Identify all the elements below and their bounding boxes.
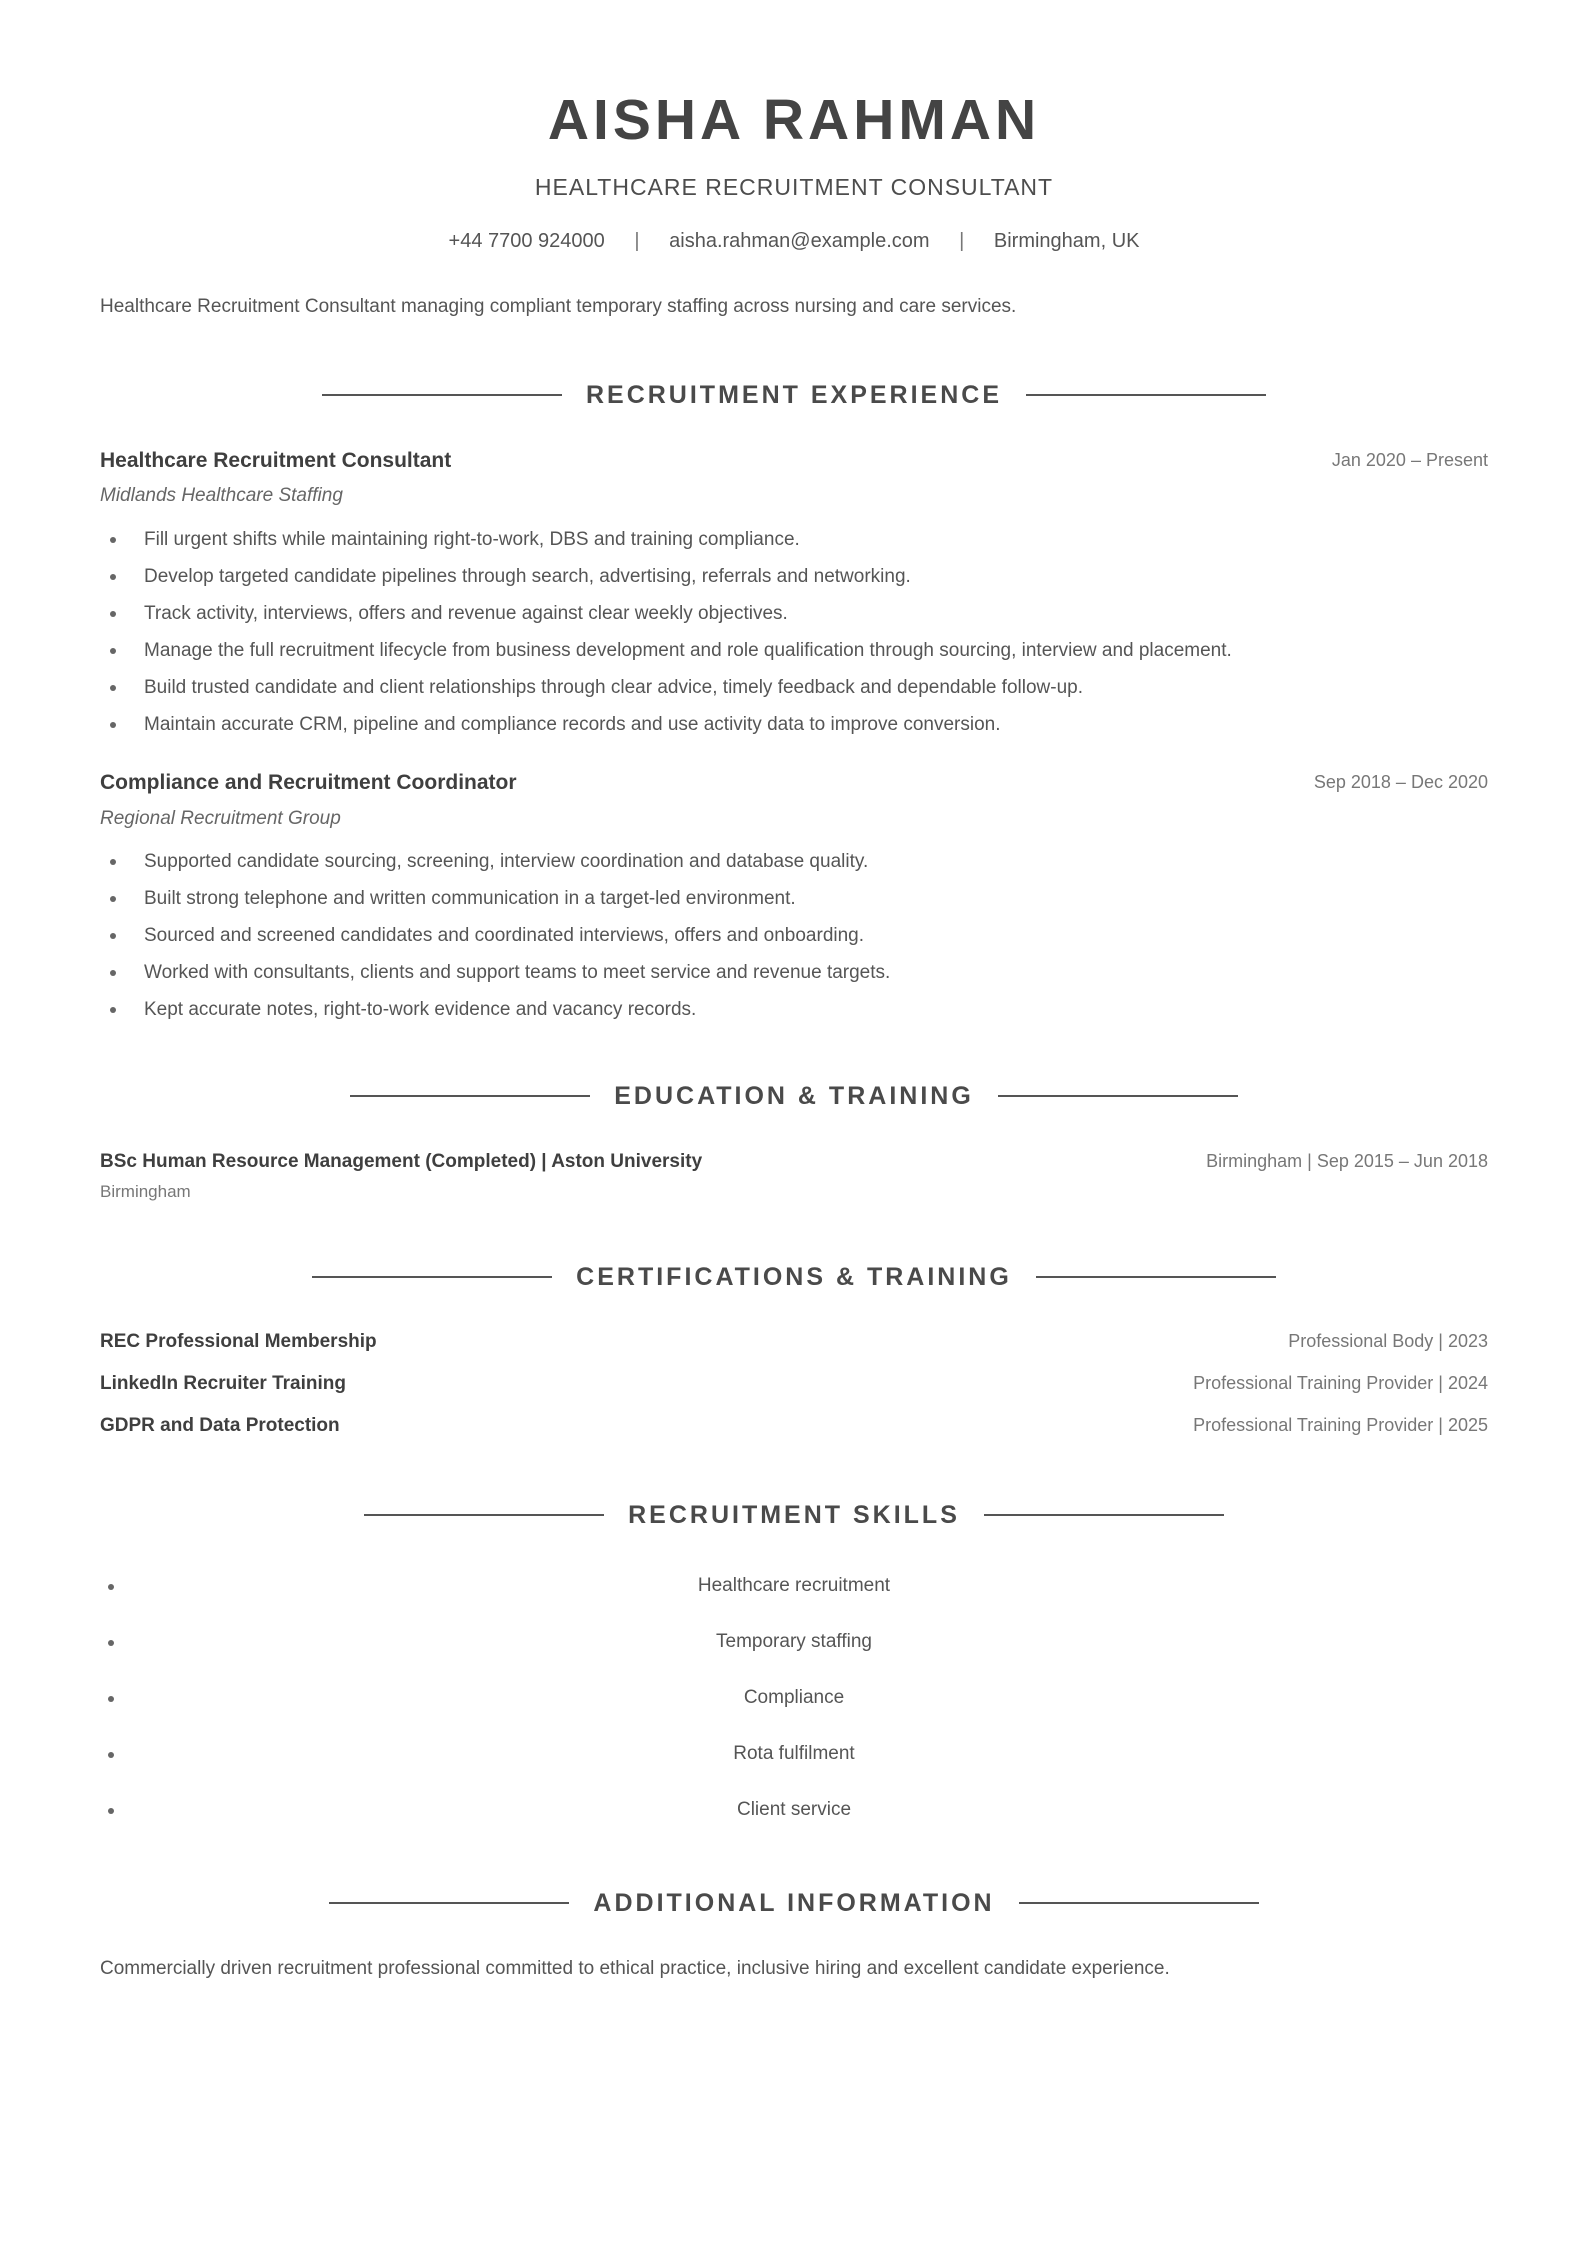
section-heading-certifications	[0, 1260, 1588, 1294]
bullet-text: Develop targeted candidate pipelines through search, advertising, referrals and networking.	[144, 566, 911, 587]
heading-rule-right	[998, 1095, 1238, 1097]
list-item	[100, 1622, 1488, 1678]
list-item	[100, 1678, 1488, 1734]
list-item	[100, 1790, 1488, 1846]
bullet-dot	[108, 1752, 114, 1758]
additional-text: Commercially driven recruitment professional committed to ethical practice, inclusive hiring and excellent candidate experience.	[100, 1958, 1170, 1979]
list-item	[100, 1566, 1488, 1622]
heading-rule-right	[1026, 394, 1266, 396]
contact-separator: |	[634, 230, 640, 252]
heading-rule-left	[329, 1902, 569, 1904]
contact-separator: |	[959, 230, 965, 252]
certification-meta: Professional Body | 2023	[1288, 1331, 1488, 1351]
list-item	[100, 632, 1450, 669]
bullet-text: Supported candidate sourcing, screening, interview coordination and database quality.	[144, 851, 869, 872]
bullet-dot	[110, 611, 116, 617]
skill-text: Healthcare recruitment	[697, 1575, 891, 1596]
location: Birmingham, UK	[993, 230, 1140, 252]
heading-rule-left	[322, 394, 562, 396]
bullet-text: Kept accurate notes, right-to-work evidence and vacancy records.	[144, 999, 697, 1020]
heading-rule-left	[364, 1514, 604, 1516]
heading-rule-left	[312, 1276, 552, 1278]
bullet-dot	[110, 648, 116, 654]
section-heading-skills	[0, 1498, 1588, 1532]
job-title: Healthcare Recruitment Consultant	[100, 449, 452, 472]
section-heading-education	[0, 1079, 1588, 1113]
bullet-dot	[110, 685, 116, 691]
list-item	[100, 991, 1450, 1028]
list-item	[100, 917, 1450, 954]
bullet-text: Maintain accurate CRM, pipeline and compliance records and use activity data to improve conversion.	[144, 714, 1001, 735]
list-item	[100, 521, 1450, 558]
job-bullets	[100, 521, 1450, 743]
job-dates: Jan 2020 – Present	[1331, 450, 1488, 470]
certification-name: LinkedIn Recruiter Training	[100, 1373, 346, 1394]
bullet-text: Fill urgent shifts while maintaining right-to-work, DBS and training compliance.	[144, 529, 800, 550]
heading-rule-right	[1019, 1902, 1259, 1904]
bullet-dot	[108, 1696, 114, 1702]
education-meta: Birmingham | Sep 2015 – Jun 2018	[1206, 1151, 1488, 1171]
list-item	[100, 595, 1450, 632]
list-item	[100, 706, 1450, 743]
candidate-role: HEALTHCARE RECRUITMENT CONSULTANT	[534, 174, 1054, 200]
summary-text: Healthcare Recruitment Consultant managing compliant temporary staffing across nursing and care services.	[100, 296, 1017, 317]
section-title: RECRUITMENT SKILLS	[628, 1501, 960, 1529]
certification-meta: Professional Training Provider | 2024	[1193, 1373, 1488, 1393]
email-address: aisha.rahman@example.com	[669, 230, 930, 252]
bullet-dot	[108, 1584, 114, 1590]
skill-text: Temporary staffing	[716, 1631, 872, 1652]
education-location: Birmingham	[100, 1182, 191, 1201]
section-title: ADDITIONAL INFORMATION	[593, 1889, 995, 1917]
skill-text: Rota fulfilment	[733, 1743, 855, 1764]
certification-meta: Professional Training Provider | 2025	[1193, 1415, 1488, 1435]
bullet-text: Track activity, interviews, offers and revenue against clear weekly objectives.	[144, 603, 788, 624]
list-item	[100, 558, 1450, 595]
bullet-dot	[110, 896, 116, 902]
bullet-dot	[110, 859, 116, 865]
contact-line	[0, 227, 1588, 255]
bullet-text: Sourced and screened candidates and coordinated interviews, offers and onboarding.	[144, 925, 865, 946]
bullet-text: Worked with consultants, clients and support teams to meet service and revenue targets.	[144, 962, 891, 983]
section-title: EDUCATION & TRAINING	[614, 1082, 974, 1110]
heading-rule-right	[1036, 1276, 1276, 1278]
bullet-dot	[108, 1640, 114, 1646]
section-heading-experience	[0, 378, 1588, 412]
education-degree: BSc Human Resource Management (Completed) | Aston University	[100, 1151, 703, 1172]
skill-text: Client service	[736, 1799, 852, 1820]
company-name: Regional Recruitment Group	[100, 808, 341, 829]
bullet-dot	[110, 722, 116, 728]
bullet-dot	[110, 537, 116, 543]
company-name: Midlands Healthcare Staffing	[100, 485, 343, 506]
heading-rule-right	[984, 1514, 1224, 1516]
bullet-text: Built strong telephone and written communication in a target-led environment.	[144, 888, 796, 909]
skill-text: Compliance	[743, 1687, 845, 1708]
list-item	[100, 669, 1450, 706]
bullet-dot	[110, 933, 116, 939]
list-item	[100, 1734, 1488, 1790]
bullet-dot	[110, 970, 116, 976]
phone-number: +44 7700 924000	[448, 230, 605, 252]
bullet-dot	[110, 1007, 116, 1013]
job-dates: Sep 2018 – Dec 2020	[1313, 772, 1488, 792]
bullet-dot	[110, 574, 116, 580]
section-heading-additional	[0, 1886, 1588, 1920]
candidate-name: AISHA RAHMAN	[547, 88, 1041, 152]
list-item	[100, 880, 1450, 917]
bullet-dot	[108, 1808, 114, 1814]
list-item	[100, 843, 1450, 880]
list-item	[100, 954, 1450, 991]
certification-name: GDPR and Data Protection	[100, 1415, 340, 1436]
job-bullets	[100, 843, 1450, 1028]
bullet-text: Build trusted candidate and client relationships through clear advice, timely feedback and dependable follow-up.	[144, 677, 1083, 698]
heading-rule-left	[350, 1095, 590, 1097]
section-title: CERTIFICATIONS & TRAINING	[576, 1263, 1012, 1291]
bullet-text: Manage the full recruitment lifecycle from business development and role qualification through sourcing, interview and placement.	[144, 640, 1232, 661]
certification-name: REC Professional Membership	[100, 1331, 377, 1352]
skills-list	[100, 1566, 1488, 1846]
job-title: Compliance and Recruitment Coordinator	[100, 771, 517, 794]
section-title: RECRUITMENT EXPERIENCE	[585, 381, 1003, 409]
